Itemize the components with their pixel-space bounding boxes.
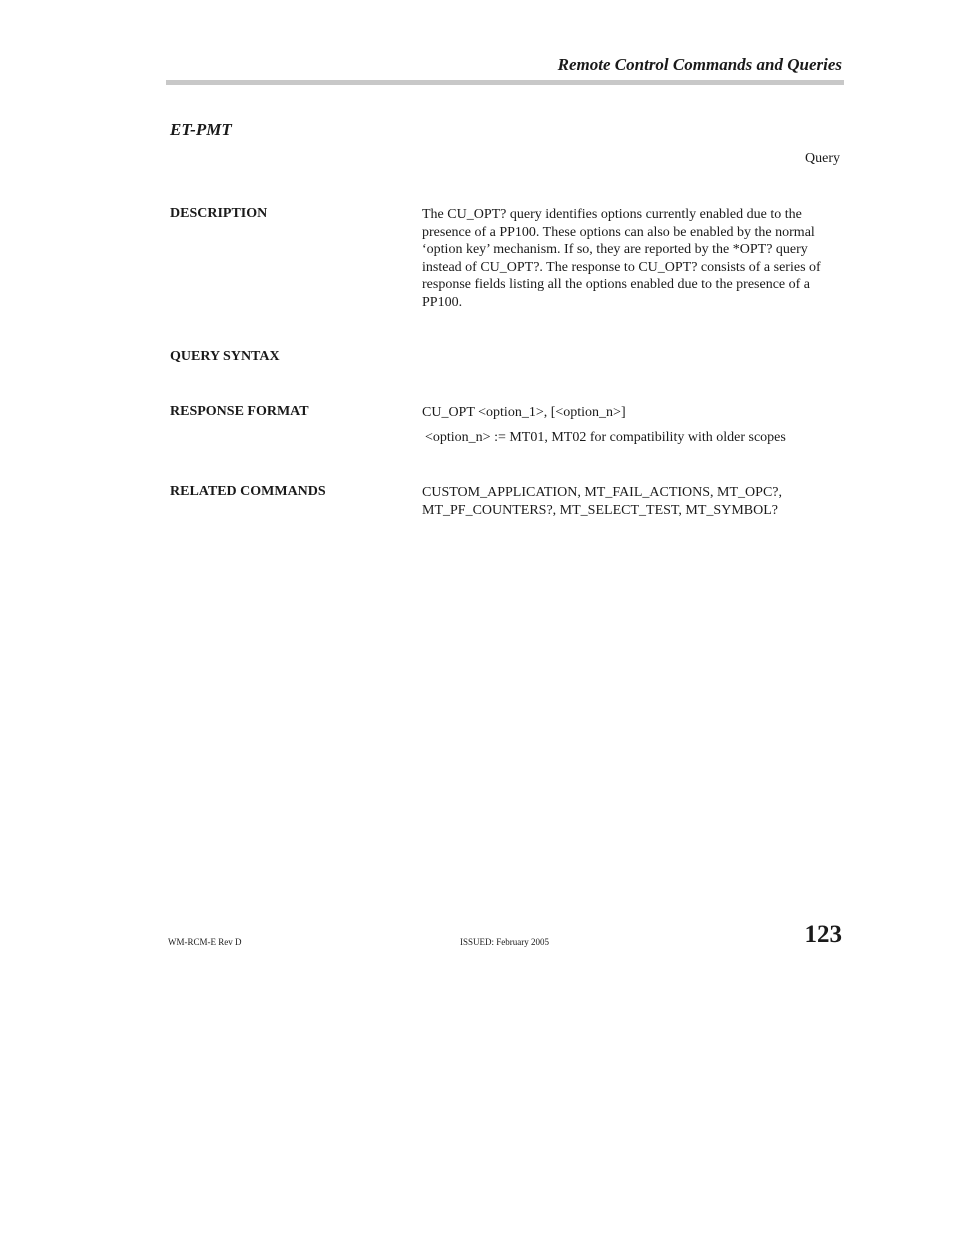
footer-document-id: WM-RCM-E Rev D bbox=[168, 937, 242, 947]
response-format-definition: <option_n> := MT01, MT02 for compatibility with older scopes bbox=[425, 430, 786, 445]
command-title: ET-PMT bbox=[170, 120, 232, 139]
command-type: Query bbox=[805, 151, 840, 166]
footer-issued-date: ISSUED: February 2005 bbox=[460, 937, 549, 947]
related-commands-label: RELATED COMMANDS bbox=[170, 484, 326, 499]
response-format-label: RESPONSE FORMAT bbox=[170, 404, 309, 419]
description-text: The CU_OPT? query identifies options currently enabled due to the presence of a PP100. These options can also be enabled by the normal ‘option key’ mechanism. If so, they are reported by the *OPT? query instead of CU_OPT?. The response to CU_OPT? consists of a series of response fields listing all the options enabled due to the presence of a PP100. bbox=[422, 207, 821, 310]
response-format-syntax: CU_OPT <option_1>, [<option_n>] bbox=[422, 405, 626, 420]
description-label: DESCRIPTION bbox=[170, 206, 268, 221]
running-header-title: Remote Control Commands and Queries bbox=[557, 55, 842, 74]
query-syntax-label: QUERY SYNTAX bbox=[170, 349, 280, 364]
page-number: 123 bbox=[804, 921, 842, 948]
header-divider bbox=[166, 80, 844, 85]
related-commands-list: CUSTOM_APPLICATION, MT_FAIL_ACTIONS, MT_OPC?, MT_PF_COUNTERS?, MT_SELECT_TEST, MT_SYMBOL? bbox=[422, 485, 783, 518]
